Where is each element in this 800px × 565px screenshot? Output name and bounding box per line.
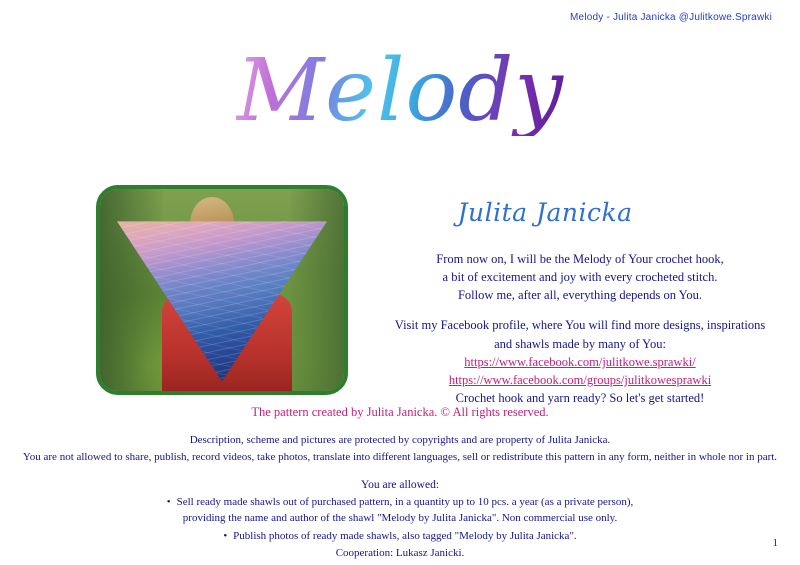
shawl-photo — [96, 185, 348, 395]
photo-foliage-left — [100, 189, 163, 391]
intro-line-6: Crochet hook and yarn ready? So let's get started! — [455, 390, 705, 405]
list-item — [0, 529, 800, 545]
intro-line-5: and shawls made by many of You: — [494, 336, 666, 351]
page-number: 1 — [772, 537, 778, 549]
allowed-list — [0, 495, 800, 545]
copyright-headline: The pattern created by Julita Janicka. © All rights reserved. — [251, 405, 549, 419]
facebook-profile-link[interactable]: https://www.facebook.com/julitkowe.sprawki/ — [464, 354, 696, 369]
cooperation-line: Cooperation: Lukasz Janicki. — [335, 546, 465, 559]
title-container — [0, 41, 800, 141]
facebook-group-link[interactable]: https://www.facebook.com/groups/julitkowesprawki — [448, 372, 712, 387]
list-item — [0, 495, 800, 527]
intro-line-2: a bit of excitement and joy with every crocheted stitch. — [442, 270, 718, 285]
list-item-text: Sell ready made shawls out of purchased pattern, in a quantity up to 10 pcs. a year (as a private person), — [176, 496, 634, 508]
intro-line-1: From now on, I will be the Melody of Your crochet hook, — [436, 252, 724, 266]
legal-line-2: You are not allowed to share, publish, record videos, take photos, translate into different languages, sell or redistribute this pattern in any form, neither in whole nor in part. — [22, 450, 778, 463]
photo-foliage-right — [290, 189, 344, 391]
intro-line-4: Visit my Facebook profile, where You will find more designs, inspirations — [394, 318, 766, 333]
legal-block — [0, 405, 800, 559]
author-name: Julita Janicka — [457, 198, 633, 227]
list-item-subtext: providing the name and author of the shawl "Melody by Julita Janicka". Non commercial use only. — [182, 511, 618, 524]
spacer — [380, 304, 780, 316]
list-item-text: Publish photos of ready made shawls, also tagged "Melody by Julita Janicka". — [233, 529, 577, 542]
bullet-icon: • — [223, 529, 228, 542]
intro-line-3: Follow me, after all, everything depends on You. — [457, 288, 703, 303]
page-title: Melody — [236, 41, 564, 141]
photo-background — [100, 189, 344, 391]
bullet-icon: • — [166, 496, 171, 508]
intro-text-block — [380, 250, 780, 407]
header-credit: Melody - Julita Janicka @Julitkowe.Sprawki — [570, 12, 772, 23]
allowed-title: You are allowed: — [360, 479, 440, 491]
legal-line-1: Description, scheme and pictures are protected by copyrights and are property of Julita Janicka. — [189, 434, 611, 446]
